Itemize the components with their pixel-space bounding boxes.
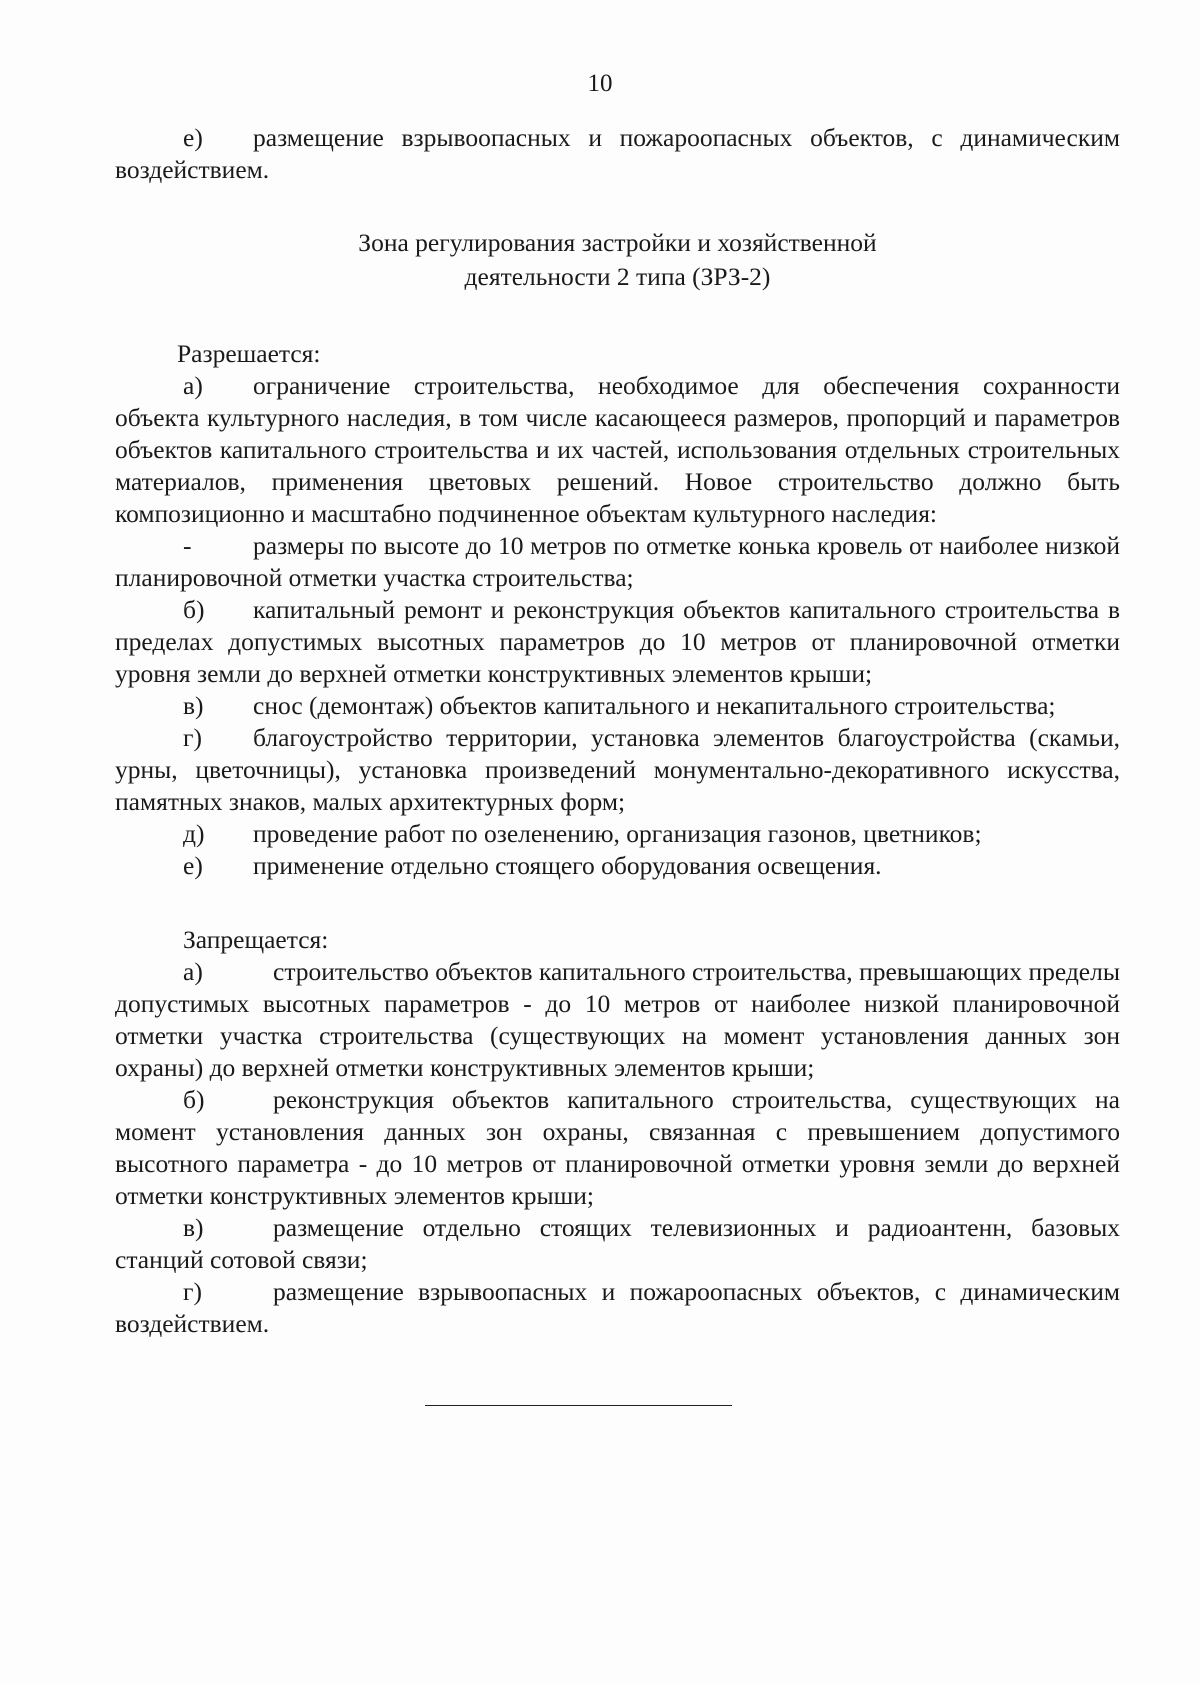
allowed-item-dash (115, 530, 1120, 594)
list-marker: г) (183, 723, 202, 752)
allowed-item-b (115, 594, 1120, 690)
section-heading (115, 226, 1120, 294)
list-marker: г) (183, 1277, 202, 1306)
allowed-label: Разрешается: (177, 339, 321, 368)
heading-line-1: Зона регулирования застройки и хозяйственной (358, 228, 877, 257)
list-item-text: строительство объектов капитального строительства, превышающих пределы допустимых высотных параметров - до 10 метров от наиболее низкой планировочной отметки участка строительства (существующих на момент установления данных зон охраны) до верхней отметки конструктивных элементов крыши; (115, 957, 1120, 1082)
list-marker: в) (183, 1213, 204, 1242)
document-body (115, 122, 1120, 1340)
intro-list-item (115, 122, 1120, 186)
allowed-item-d (115, 818, 1120, 850)
list-item-text: размещение взрывоопасных и пожароопасных объектов, с динамическим воздействием. (115, 123, 1120, 184)
list-item-text: благоустройство территории, установка элементов благоустройства (скамьи, урны, цветочницы), установка произведений монументально-декоративного искусства, памятных знаков, малых архитектурных форм; (115, 723, 1120, 816)
list-item-text: капитальный ремонт и реконструкция объектов капитального строительства в пределах допустимых высотных параметров до 10 метров от планировочной отметки уровня земли до верхней отметки конструктивных элементов крыши; (115, 595, 1120, 688)
heading-line-2: деятельности 2 типа (ЗРЗ-2) (464, 262, 771, 291)
forbidden-item-g (115, 1276, 1120, 1340)
list-item-text: снос (демонтаж) объектов капитального и некапитального строительства; (253, 691, 1056, 720)
list-item-text: реконструкция объектов капитального строительства, существующих на момент установления данных зон охраны, связанная с превышением допустимого высотного параметра - до 10 метров от планировочной отметки уровня земли до верхней отметки конструктивных элементов крыши; (115, 1085, 1120, 1210)
allowed-item-a (115, 370, 1120, 530)
list-item-text: размещение взрывоопасных и пожароопасных объектов, с динамическим воздействием. (115, 1277, 1120, 1338)
page-number: 10 (587, 70, 613, 97)
forbidden-label: Запрещается: (183, 925, 329, 954)
list-item-text: ограничение строительства, необходимое для обеспечения сохранности объекта культурного наследия, в том числе касающееся размеров, пропорций и параметров объектов капитального строительства и их частей, использования отдельных строительных материалов, применения цветовых решений. Новое строительство должно быть композиционно и масштабно подчиненное объектам культурного наследия: (115, 371, 1120, 528)
forbidden-item-a (115, 956, 1120, 1084)
list-item-text: применение отдельно стоящего оборудования освещения. (253, 851, 882, 880)
list-item-text: размещение отдельно стоящих телевизионных и радиоантенн, базовых станций сотовой связи; (115, 1213, 1120, 1274)
list-marker: д) (183, 819, 205, 848)
list-item-text: размеры по высоте до 10 метров по отметке конька кровель от наиболее низкой планировочной отметки участка строительства; (115, 531, 1120, 592)
list-marker: б) (183, 595, 205, 624)
list-marker: а) (183, 371, 203, 400)
allowed-item-e (115, 850, 1120, 882)
list-marker: а) (183, 957, 203, 986)
allowed-item-g (115, 722, 1120, 818)
list-marker: - (183, 531, 192, 560)
list-marker: е) (183, 123, 203, 152)
forbidden-item-b (115, 1084, 1120, 1212)
list-marker: в) (183, 691, 204, 720)
forbidden-item-v (115, 1212, 1120, 1276)
allowed-item-v (115, 690, 1120, 722)
list-item-text: проведение работ по озеленению, организация газонов, цветников; (253, 819, 982, 848)
end-rule-divider (425, 1405, 732, 1406)
list-marker: б) (183, 1085, 205, 1114)
list-marker: е) (183, 851, 203, 880)
